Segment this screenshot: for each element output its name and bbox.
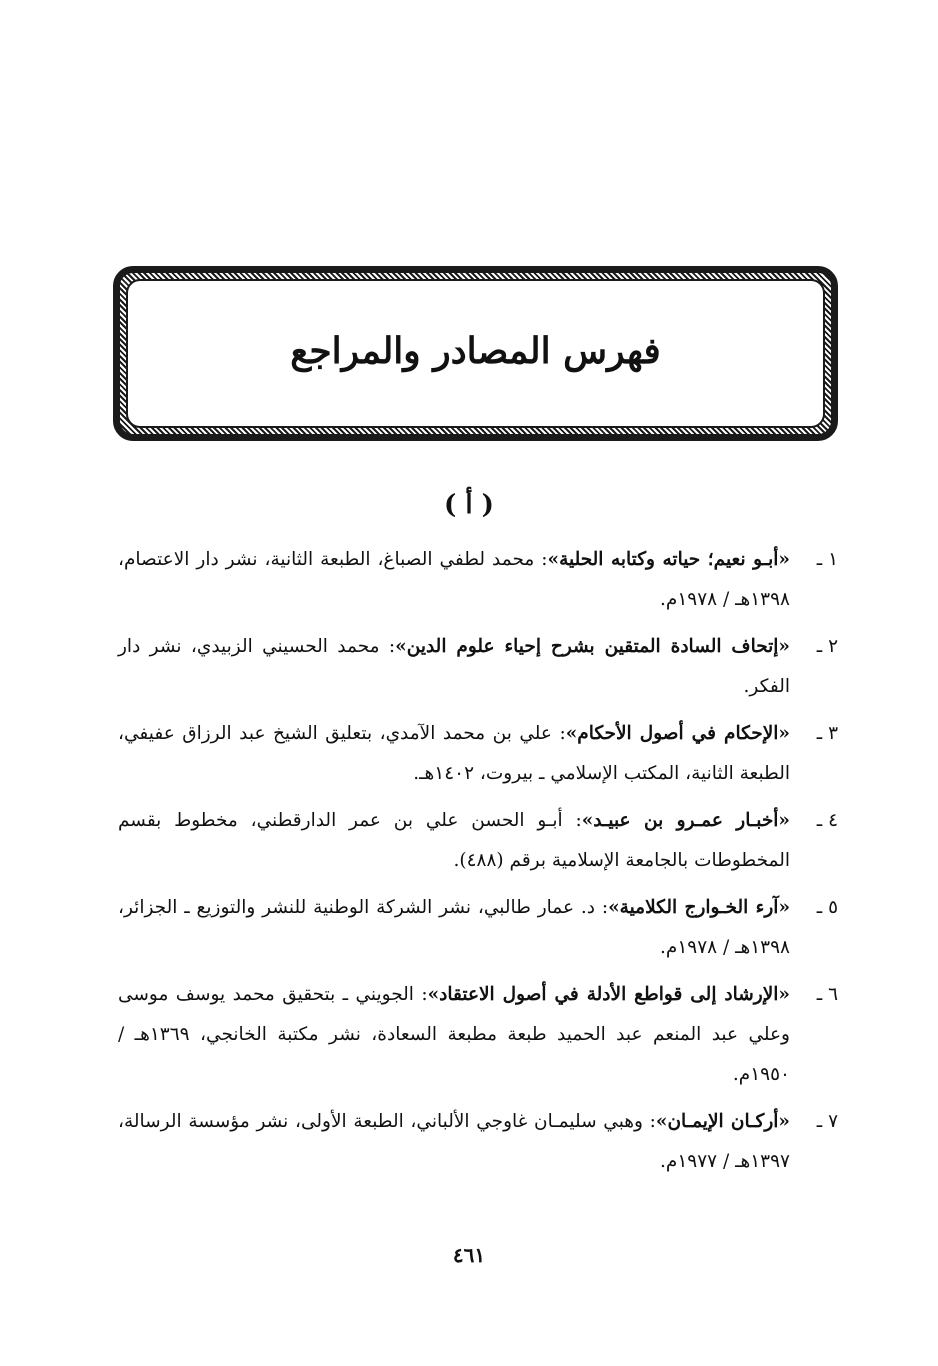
entry-number: ٥ ـ [816, 897, 838, 918]
entry-book-title: «أبـو نعيم؛ حياته وكتابه الحلية» [547, 549, 790, 570]
entry-book-title: «الإحكام في أصول الأحكام» [565, 723, 790, 744]
entry-book-title: «أركـان الإيمـان» [655, 1111, 790, 1132]
bibliography-list [118, 540, 838, 1189]
entry-number: ٧ ـ [816, 1111, 838, 1132]
entry-details: : محمد لطفي الصباغ، الطبعة الثانية، نشر دار الاعتصام، ١٣٩٨هـ / ١٩٧٨م. [118, 549, 790, 610]
entry-book-title: «إتحاف السادة المتقين بشرح إحياء علوم الدين» [395, 636, 790, 657]
entry-number: ٤ ـ [816, 810, 838, 831]
page-title: فهرس المصادر والمراجع [290, 329, 661, 372]
entry-details: : الجويني ـ بتحقيق محمد يوسف موسى وعلي عبد المنعم عبد الحميد طبعة مطبعة السعادة، نشر مكتبة الخانجي، ١٣٦٩هـ / ١٩٥٠م. [118, 984, 790, 1085]
page-number: ٤٦١ [452, 1243, 486, 1267]
bibliography-entry [118, 714, 838, 794]
title-frame-inner [126, 279, 825, 428]
entry-details: : وهبي سليمـان غاوجي الألباني، الطبعة الأولى، نشر مؤسسة الرسالة، ١٣٩٧هـ / ١٩٧٧م. [118, 1111, 790, 1172]
entry-number: ٢ ـ [816, 636, 838, 657]
entry-details: : علي بن محمد الآمدي، بتعليق الشيخ عبد الرزاق عفيفي، الطبعة الثانية، المكتب الإسلامي ـ بيروت، ١٤٠٢هـ. [118, 723, 790, 784]
bibliography-entry [118, 540, 838, 620]
section-letter-heading: ( أ ) [444, 490, 494, 520]
bibliography-entry [118, 801, 838, 881]
entry-details: : د. عمار طالبي، نشر الشركة الوطنية للنشر والتوزيع ـ الجزائر، ١٣٩٨هـ / ١٩٧٨م. [118, 897, 790, 958]
entry-number: ١ ـ [816, 549, 838, 570]
bibliography-entry [118, 627, 838, 707]
entry-book-title: «الإرشاد إلى قواطع الأدلة في أصول الاعتقاد» [427, 984, 790, 1005]
bibliography-entry [118, 888, 838, 968]
entry-details: : محمد الحسيني الزبيدي، نشر دار الفكر. [118, 636, 790, 697]
title-frame [113, 266, 838, 441]
entry-details: : أبـو الحسن علي بن عمر الدارقطني، مخطوط بقسم المخطوطات بالجامعة الإسلامية برقم (٤٨٨). [118, 810, 790, 871]
entry-number: ٣ ـ [816, 723, 838, 744]
entry-book-title: «آرء الخـوارج الكلامية» [608, 897, 791, 918]
bibliography-entry [118, 975, 838, 1095]
bibliography-entry [118, 1102, 838, 1182]
entry-book-title: «أخبـار عمـرو بن عبيـد» [581, 810, 790, 831]
entry-number: ٦ ـ [816, 984, 838, 1005]
